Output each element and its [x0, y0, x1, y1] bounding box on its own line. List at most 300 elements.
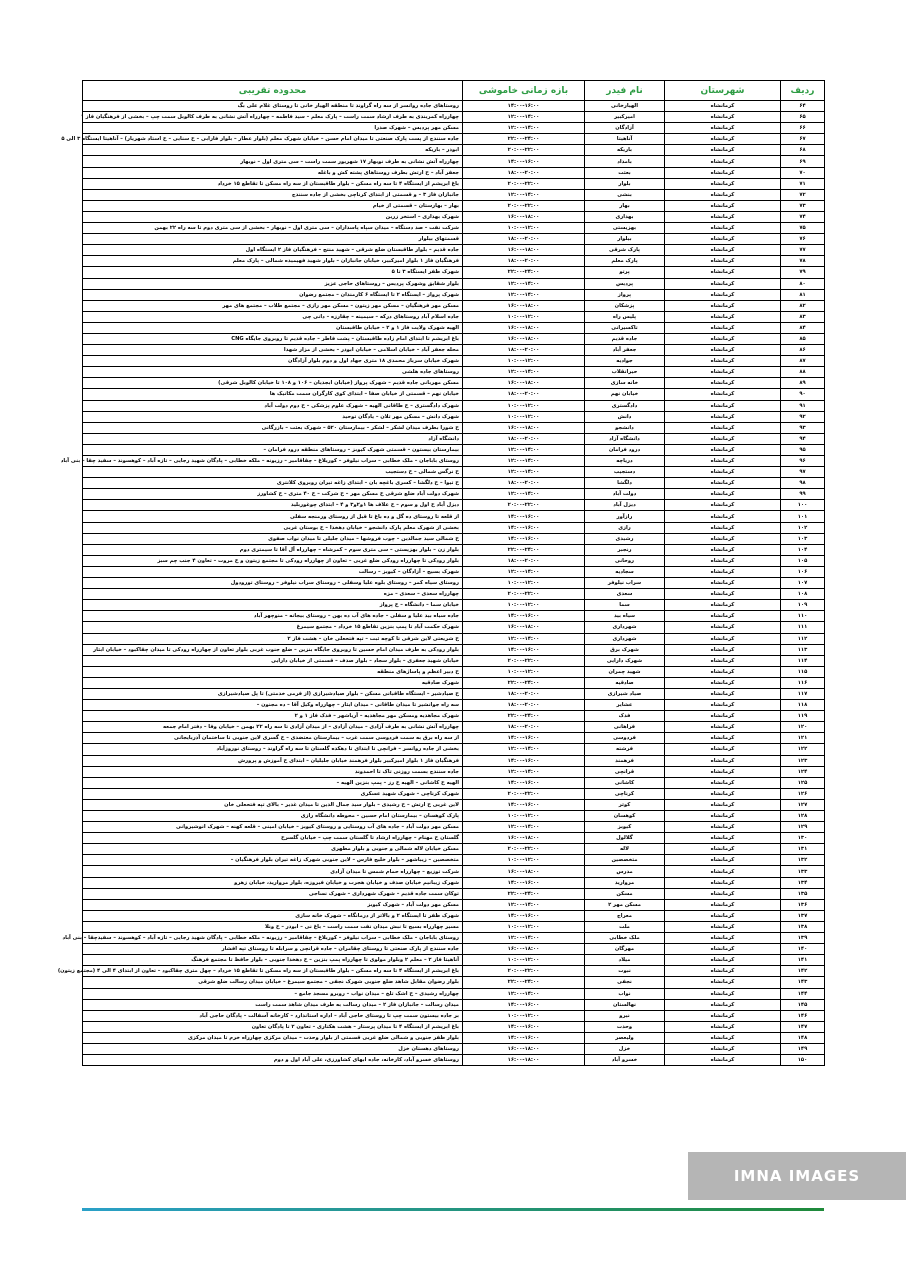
cell-feeder: دولت آباد	[585, 489, 665, 500]
cell-time-range: ۲۲:۰۰-۲۴:۰۰	[463, 677, 585, 688]
cell-area: روستای سیاه کمر – روستای بلوه علیا وسفلی – روستای سراب نیلوفر – روستای تورودول	[83, 578, 463, 589]
cell-area: شهرک صادقیه	[83, 677, 463, 688]
cell-area: بیمارستان بیستون – قسمتی شهرک کیوبز – روستاهای منطقه درود فرامان –	[83, 444, 463, 455]
cell-area: باغ ابریشم از ایستگاه ۴ تا میدان پرستار – هشت هکتاری – تعاون ۲ تا پادگان تعاون	[83, 1021, 463, 1032]
cell-area: توکان سمت جاده قدیم – شهرک شهرداری – شهرک نساجی	[83, 888, 463, 899]
cell-row-number: ۱۳۵	[781, 888, 825, 899]
cell-time-range: ۱۰:۰۰-۱۲:۰۰	[463, 855, 585, 866]
cell-feeder: شهرداری	[585, 633, 665, 644]
cell-area: مسکن مهر پردیس – شهرک صدرا	[83, 123, 463, 134]
table-row	[83, 855, 825, 866]
table-row	[83, 522, 825, 533]
cell-time-range: ۱۴:۰۰-۱۶:۰۰	[463, 877, 585, 888]
cell-row-number: ۱۳۱	[781, 844, 825, 855]
cell-city: کرمانشاه	[665, 289, 781, 300]
cell-row-number: ۹۰	[781, 389, 825, 400]
cell-feeder: خیابان نهم	[585, 389, 665, 400]
cell-feeder: جوادیه	[585, 356, 665, 367]
table-row	[83, 1021, 825, 1032]
cell-feeder: پزشکان	[585, 300, 665, 311]
table-row	[83, 733, 825, 744]
cell-area: چهارراه کمربندی به طرف ارشاد سمت راست – پارک معلم – سید فاطمه – چهارراه آتش نشانی به طرف کالوبل سمت چپ – بخشی از فرهنگیان فاز ۱	[83, 112, 463, 123]
cell-time-range: ۱۸:۰۰-۲۰:۰۰	[463, 700, 585, 711]
cell-time-range: ۱۶:۰۰-۱۸:۰۰	[463, 1055, 585, 1066]
cell-city: کرمانشاه	[665, 101, 781, 112]
cell-city: کرمانشاه	[665, 245, 781, 256]
cell-city: کرمانشاه	[665, 478, 781, 489]
table-row	[83, 644, 825, 655]
cell-feeder: متخصصین	[585, 855, 665, 866]
cell-row-number: ۱۴۷	[781, 1021, 825, 1032]
cell-area: روستای باباجان – ملک خطابی – سراب نیلوفر – کوریلاغ – چقاقامیر – رزیونه – ملکه خطابی – پادگان شهید رجایی – تازه آباد – کوهسوند – سفید چقا – بنی آباد	[83, 456, 463, 467]
cell-feeder: مسکن	[585, 888, 665, 899]
cell-time-range: ۱۶:۰۰-۱۸:۰۰	[463, 245, 585, 256]
cell-city: کرمانشاه	[665, 966, 781, 977]
table-row	[83, 223, 825, 234]
cell-city: کرمانشاه	[665, 1010, 781, 1021]
cell-area: مسکن مهر دولت آباد – شهرک کیوبز	[83, 899, 463, 910]
cell-row-number: ۷۶	[781, 234, 825, 245]
table-row	[83, 988, 825, 999]
cell-area: شرکت توزیع – چهارراه حمام شمس تا میدان آزادی	[83, 866, 463, 877]
cell-feeder: گلالول	[585, 833, 665, 844]
cell-time-range: ۱۲:۰۰-۱۴:۰۰	[463, 988, 585, 999]
table-row	[83, 566, 825, 577]
cell-city: کرمانشاه	[665, 200, 781, 211]
cell-city: کرمانشاه	[665, 611, 781, 622]
cell-row-number: ۹۹	[781, 489, 825, 500]
cell-time-range: ۱۴:۰۰-۱۶:۰۰	[463, 799, 585, 810]
cell-row-number: ۹۸	[781, 478, 825, 489]
table-row	[83, 245, 825, 256]
cell-feeder: پلیس راه	[585, 311, 665, 322]
table-header-row	[83, 81, 825, 101]
cell-area: جاده سنندج از پست پارک صنعتی تا میدان امام حسن – خیابان شهرک معلم (بلوار عطار – بلوار فارابی – خ سنایی – خ استاد شهریار) – آناهیتا ایستگاه ۳ الی ۵	[83, 134, 463, 145]
cell-row-number: ۸۳	[781, 311, 825, 322]
cell-city: کرمانشاه	[665, 511, 781, 522]
table-row	[83, 755, 825, 766]
cell-row-number: ۹۲	[781, 411, 825, 422]
cell-row-number: ۱۳۸	[781, 921, 825, 932]
cell-feeder: رنجبر	[585, 544, 665, 555]
cell-feeder: دانشجو	[585, 422, 665, 433]
cell-time-range: ۱۰:۰۰-۱۲:۰۰	[463, 223, 585, 234]
cell-feeder: مروارید	[585, 877, 665, 888]
cell-time-range: ۱۴:۰۰-۱۶:۰۰	[463, 755, 585, 766]
header-feeder: نام فیدر	[585, 81, 665, 101]
cell-area: بخشی از جاده روانسر – فرانچی تا ابتدای تا دهکده گلستان تا سه راه گراوند – روستای نوروزآباد	[83, 744, 463, 755]
table-row	[83, 933, 825, 944]
table-row	[83, 833, 825, 844]
cell-area: بلوار زن – بلوار بهزیستی – سی متری سوم – کمرشاه – چهارراه آل آقا تا سیمتری دوم	[83, 544, 463, 555]
cell-feeder: عشایر	[585, 700, 665, 711]
cell-row-number: ۱۴۲	[781, 966, 825, 977]
cell-area: پارک کوهسان – بیمارستان امام حسین – محوطه دانشگاه رازی	[83, 811, 463, 822]
cell-feeder: روحانی	[585, 555, 665, 566]
table-row	[83, 112, 825, 123]
cell-row-number: ۸۹	[781, 378, 825, 389]
cell-row-number: ۱۲۵	[781, 777, 825, 788]
cell-row-number: ۱۲۳	[781, 755, 825, 766]
cell-time-range: ۱۸:۰۰-۲۰:۰۰	[463, 722, 585, 733]
cell-feeder: کرناچی	[585, 788, 665, 799]
cell-row-number: ۸۲	[781, 300, 825, 311]
cell-city: کرمانشاه	[665, 433, 781, 444]
cell-feeder: شهرک برق	[585, 644, 665, 655]
cell-time-range: ۱۲:۰۰-۱۴:۰۰	[463, 822, 585, 833]
cell-city: کرمانشاه	[665, 788, 781, 799]
cell-row-number: ۱۴۱	[781, 955, 825, 966]
table-row	[83, 422, 825, 433]
cell-area: بخشی از شهرک معلم پارک دانشجو – خیابان دهخدا – خ بوستان غربی	[83, 522, 463, 533]
cell-row-number: ۱۲۱	[781, 733, 825, 744]
cell-feeder: دریاچه	[585, 456, 665, 467]
cell-time-range: ۲۲:۰۰-۲۴:۰۰	[463, 711, 585, 722]
cell-row-number: ۸۴	[781, 322, 825, 333]
cell-area: سه راه جوانشیر تا میدان طاقانی – میدان ایثار – چهارراه وکیل آقا – ده مجنون –	[83, 700, 463, 711]
cell-feeder: ملت	[585, 921, 665, 932]
cell-row-number: ۶۴	[781, 101, 825, 112]
table-row	[83, 411, 825, 422]
cell-area: خ دبیر اعظم و پاساژهای منطقه	[83, 666, 463, 677]
cell-time-range: ۱۰:۰۰-۱۲:۰۰	[463, 578, 585, 589]
cell-feeder: خانه سازی	[585, 378, 665, 389]
cell-feeder: پرتو	[585, 267, 665, 278]
cell-city: کرمانشاه	[665, 899, 781, 910]
cell-feeder: معراج	[585, 910, 665, 921]
cell-city: کرمانشاه	[665, 522, 781, 533]
cell-time-range: ۱۲:۰۰-۱۴:۰۰	[463, 123, 585, 134]
header-row-number: ردیف	[781, 81, 825, 101]
table-row	[83, 622, 825, 633]
cell-city: کرمانشاه	[665, 977, 781, 988]
table-row	[83, 533, 825, 544]
header-area: محدوده تقریبی	[83, 81, 463, 101]
cell-row-number: ۹۷	[781, 467, 825, 478]
cell-row-number: ۸۷	[781, 356, 825, 367]
cell-area: خ صیادشیر – ایستگاه طاقبانی مسکن – بلوار صیادشیرازی (از فرمی خدمتی) تا پل صیادشیرازی	[83, 688, 463, 699]
cell-city: کرمانشاه	[665, 378, 781, 389]
cell-city: کرمانشاه	[665, 711, 781, 722]
cell-time-range: ۱۴:۰۰-۱۶:۰۰	[463, 156, 585, 167]
table-row	[83, 910, 825, 921]
table-row	[83, 211, 825, 222]
cell-feeder: خسرو آباد	[585, 1055, 665, 1066]
table-row	[83, 333, 825, 344]
cell-row-number: ۷۱	[781, 178, 825, 189]
cell-city: کرمانشاه	[665, 345, 781, 356]
table-row	[83, 611, 825, 622]
cell-row-number: ۷۹	[781, 267, 825, 278]
cell-city: کرمانشاه	[665, 544, 781, 555]
cell-time-range: ۱۶:۰۰-۱۸:۰۰	[463, 833, 585, 844]
cell-area: الهیه شهرک ولایت فاز ۱ و ۲ – خیابان طاقبستان	[83, 322, 463, 333]
cell-area: لاین غربی خ ارتش – خ رشیدی – بلوار سید جمال الدین تا میدان غدیر – بالای تپه فتحعلی خان	[83, 799, 463, 810]
cell-feeder: شهرداری	[585, 622, 665, 633]
cell-city: کرمانشاه	[665, 134, 781, 145]
cell-row-number: ۱۳۲	[781, 855, 825, 866]
cell-time-range: ۱۴:۰۰-۱۶:۰۰	[463, 1021, 585, 1032]
table-row	[83, 822, 825, 833]
cell-row-number: ۱۱۷	[781, 688, 825, 699]
cell-row-number: ۱۳۰	[781, 833, 825, 844]
cell-time-range: ۱۴:۰۰-۱۶:۰۰	[463, 644, 585, 655]
cell-city: کرمانشاه	[665, 999, 781, 1010]
cell-time-range: ۲۲:۰۰-۲۴:۰۰	[463, 888, 585, 899]
cell-time-range: ۱۶:۰۰-۱۸:۰۰	[463, 944, 585, 955]
cell-area: خ نرگس شمالی – خ دستجیب	[83, 467, 463, 478]
cell-feeder: فدک	[585, 711, 665, 722]
cell-time-range: ۲۰:۰۰-۲۲:۰۰	[463, 589, 585, 600]
cell-time-range: ۱۲:۰۰-۱۴:۰۰	[463, 467, 585, 478]
table-row	[83, 899, 825, 910]
cell-area: خیابان سما – دانشگاه – خ پرواز	[83, 600, 463, 611]
cell-time-range: ۱۸:۰۰-۲۰:۰۰	[463, 234, 585, 245]
cell-feeder: پارک شرقی	[585, 245, 665, 256]
cell-city: کرمانشاه	[665, 145, 781, 156]
cell-city: کرمانشاه	[665, 933, 781, 944]
cell-time-range: ۱۰:۰۰-۱۲:۰۰	[463, 666, 585, 677]
outage-sheet	[57, 80, 824, 1066]
cell-time-range: ۱۸:۰۰-۲۰:۰۰	[463, 555, 585, 566]
cell-area: از سه راه برق به سمت فردوسی سمت غرب – بیمارستان معتضدی – خ گسری لاین جنوبی تا ساختمان آذربایجانی	[83, 733, 463, 744]
cell-row-number: ۷۰	[781, 167, 825, 178]
table-row	[83, 311, 825, 322]
cell-time-range: ۲۰:۰۰-۲۲:۰۰	[463, 655, 585, 666]
cell-time-range: ۱۶:۰۰-۱۸:۰۰	[463, 211, 585, 222]
cell-city: کرمانشاه	[665, 566, 781, 577]
cell-time-range: ۱۰:۰۰-۱۲:۰۰	[463, 311, 585, 322]
cell-city: کرمانشاه	[665, 467, 781, 478]
cell-city: کرمانشاه	[665, 833, 781, 844]
watermark-logo	[688, 1152, 906, 1200]
cell-city: کرمانشاه	[665, 755, 781, 766]
cell-city: کرمانشاه	[665, 799, 781, 810]
cell-row-number: ۹۳	[781, 422, 825, 433]
cell-row-number: ۱۱۹	[781, 711, 825, 722]
cell-row-number: ۷۷	[781, 245, 825, 256]
cell-row-number: ۷۲	[781, 189, 825, 200]
cell-row-number: ۱۰۶	[781, 566, 825, 577]
table-row	[83, 921, 825, 932]
table-row	[83, 267, 825, 278]
cell-row-number: ۱۳۹	[781, 933, 825, 944]
cell-area: گلستان خ مهنام – چهارراه ارشاد تا گلستان سمت چپ – خیابان گلسرخ	[83, 833, 463, 844]
cell-time-range: ۱۶:۰۰-۱۸:۰۰	[463, 322, 585, 333]
cell-city: کرمانشاه	[665, 777, 781, 788]
table-row	[83, 467, 825, 478]
cell-time-range: ۱۰:۰۰-۱۲:۰۰	[463, 400, 585, 411]
cell-time-range: ۱۸:۰۰-۲۰:۰۰	[463, 478, 585, 489]
cell-city: کرمانشاه	[665, 744, 781, 755]
cell-time-range: ۱۴:۰۰-۱۶:۰۰	[463, 910, 585, 921]
cell-row-number: ۱۴۳	[781, 977, 825, 988]
cell-area: خیابان نهم – قسمتی از خیابان صفا – ابتدای کوی کارگران سمت مکانیک ها	[83, 389, 463, 400]
cell-time-range: ۱۶:۰۰-۱۸:۰۰	[463, 866, 585, 877]
cell-time-range: ۱۶:۰۰-۱۸:۰۰	[463, 300, 585, 311]
table-row	[83, 234, 825, 245]
cell-area: بلوار شقایق وشهرک پردیس – روستاهای حاجی عزیز	[83, 278, 463, 289]
cell-city: کرمانشاه	[665, 322, 781, 333]
cell-feeder: رازآور	[585, 511, 665, 522]
cell-row-number: ۸۶	[781, 345, 825, 356]
cell-area: جانبازان فاز ۳ – و قسمتی از ابتدای کرناچی بخشی از جاده سنندج	[83, 189, 463, 200]
cell-time-range: ۲۲:۰۰-۲۴:۰۰	[463, 544, 585, 555]
cell-row-number: ۶۷	[781, 134, 825, 145]
cell-feeder: بهداری	[585, 211, 665, 222]
cell-area: آناهیتا فاز ۲ – معلم ۲ وبلوار مولوی تا چهارراه پمپ بنزین – خ دهخدا جنوبی – بلوار حافظ تا مجتمع فرهنگ	[83, 955, 463, 966]
cell-feeder: دلگشا	[585, 478, 665, 489]
cell-area: باغ ابریشم از ایستگاه ۴ تا سه راه مسکن – بلوار طاقبستان از سه راه مسکن تا تقاطع ۱۵ خرداد	[83, 178, 463, 189]
cell-city: کرمانشاه	[665, 644, 781, 655]
cell-feeder: مدرس	[585, 866, 665, 877]
cell-city: کرمانشاه	[665, 888, 781, 899]
cell-row-number: ۱۱۳	[781, 644, 825, 655]
cell-area: بلوار رودکی تا چهارراه رودکی ضلع غربی – تعاون از چهارراه رودکی تا مجتمع زیتون و خ مروت – تعاون ۴ جنب چم سبز	[83, 555, 463, 566]
cell-row-number: ۸۸	[781, 367, 825, 378]
table-row	[83, 866, 825, 877]
cell-area: شهرک دانش – مسکن مهر تلان – یادگان توحید	[83, 411, 463, 422]
cell-feeder: کیوبز	[585, 822, 665, 833]
cell-feeder: نیرو	[585, 1010, 665, 1021]
cell-feeder: کاشانی	[585, 777, 665, 788]
cell-city: کرمانشاه	[665, 822, 781, 833]
cell-city: کرمانشاه	[665, 1021, 781, 1032]
cell-city: کرمانشاه	[665, 622, 781, 633]
table-body	[57, 101, 825, 1066]
cell-city: کرمانشاه	[665, 156, 781, 167]
cell-feeder: بهار	[585, 200, 665, 211]
cell-row-number: ۱۴۹	[781, 1043, 825, 1054]
cell-feeder: پرواز	[585, 289, 665, 300]
cell-time-range: ۱۴:۰۰-۱۶:۰۰	[463, 511, 585, 522]
cell-area: بلوار رودکی به طرف میدان امام حسین تا روبروی جایگاه بنزین – ضلع جنوب غربی بلوار تعاون از چهارراه رودکی تا میدان چقاکبود – خیابان ابثار	[83, 644, 463, 655]
table-row	[83, 589, 825, 600]
cell-row-number: ۱۲۴	[781, 766, 825, 777]
table-row	[83, 555, 825, 566]
cell-feeder: جاده قدیم	[585, 333, 665, 344]
cell-time-range: ۱۴:۰۰-۱۶:۰۰	[463, 533, 585, 544]
cell-city: کرمانشاه	[665, 489, 781, 500]
cell-area: خ شورا بطرف میدان لشکر – لشکر – بیمارستان ۵۲۰ – شهرک بعثت – بازرگانی	[83, 422, 463, 433]
cell-row-number: ۱۱۱	[781, 622, 825, 633]
table-row	[83, 877, 825, 888]
cell-area: جاده سنندج از پارک صنعتی تا روستای چقامران – جاده قرانچی و سرابله تا روستای تپه افشار	[83, 944, 463, 955]
cell-row-number: ۸۵	[781, 333, 825, 344]
cell-time-range: ۱۰:۰۰-۱۲:۰۰	[463, 600, 585, 611]
cell-time-range: ۱۰:۰۰-۱۲:۰۰	[463, 955, 585, 966]
cell-time-range: ۲۰:۰۰-۲۲:۰۰	[463, 178, 585, 189]
cell-time-range: ۱۰:۰۰-۱۲:۰۰	[463, 1010, 585, 1021]
cell-row-number: ۱۰۳	[781, 533, 825, 544]
cell-time-range: ۱۲:۰۰-۱۴:۰۰	[463, 444, 585, 455]
cell-row-number: ۱۳۷	[781, 910, 825, 921]
cell-city: کرمانشاه	[665, 267, 781, 278]
table-row	[83, 123, 825, 134]
cell-feeder: صیاد شیرازی	[585, 688, 665, 699]
table-row	[83, 345, 825, 356]
cell-time-range: ۲۲:۰۰-۲۴:۰۰	[463, 977, 585, 988]
table-row	[83, 888, 825, 899]
cell-feeder: قرانچی	[585, 766, 665, 777]
cell-time-range: ۱۸:۰۰-۲۰:۰۰	[463, 389, 585, 400]
cell-row-number: ۱۰۱	[781, 511, 825, 522]
cell-area: شهرک دادگستری – خ طاقانی الهیه – شهرک علوم پزشکی – خ دوم دولت آباد	[83, 400, 463, 411]
cell-city: کرمانشاه	[665, 456, 781, 467]
cell-feeder: نبوت	[585, 966, 665, 977]
cell-area: جعفر آباد – خ ارتش بطرف روستاهای پشته کش و باغله	[83, 167, 463, 178]
cell-area: باغ ابریشم تا ابتدای امام زاده طاقبستان – پشت فاطر – جاده قدیم تا روبروی جایگاه CNG	[83, 333, 463, 344]
cell-area: جاده سنندج بسمت روزنی تاک تا احمدوند	[83, 766, 463, 777]
cell-row-number: ۹۵	[781, 444, 825, 455]
table-row	[83, 766, 825, 777]
cell-row-number: ۷۴	[781, 211, 825, 222]
cell-city: کرمانشاه	[665, 955, 781, 966]
cell-city: کرمانشاه	[665, 311, 781, 322]
table-row	[83, 400, 825, 411]
cell-row-number: ۱۳۶	[781, 899, 825, 910]
table-row	[83, 677, 825, 688]
cell-city: کرمانشاه	[665, 1055, 781, 1066]
cell-feeder: ولیعصر	[585, 1032, 665, 1043]
cell-row-number: ۸۱	[781, 289, 825, 300]
cell-row-number: ۱۴۵	[781, 999, 825, 1010]
cell-feeder: کوثر	[585, 799, 665, 810]
table-row	[83, 966, 825, 977]
table-row	[83, 511, 825, 522]
cell-row-number: ۱۴۸	[781, 1032, 825, 1043]
cell-city: کرمانشاه	[665, 167, 781, 178]
cell-area: شهرک پرواز – ایستگاه ۲ تا ایستگاه ۶ کارمندان – مجتمع رضوان	[83, 289, 463, 300]
cell-row-number: ۱۲۲	[781, 744, 825, 755]
cell-row-number: ۷۵	[781, 223, 825, 234]
cell-time-range: ۱۲:۰۰-۱۴:۰۰	[463, 633, 585, 644]
cell-feeder: درود فرامان	[585, 444, 665, 455]
table-row	[83, 145, 825, 156]
cell-area: بهار – بهارستان – قسمتی از خیام	[83, 200, 463, 211]
cell-city: کرمانشاه	[665, 700, 781, 711]
cell-city: کرمانشاه	[665, 866, 781, 877]
cell-row-number: ۱۱۴	[781, 655, 825, 666]
cell-city: کرمانشاه	[665, 766, 781, 777]
cell-area: خیابان شهید جعفری – بلوار سجاد – بلوار صدف – قسمتی از خیابان دارایی	[83, 655, 463, 666]
cell-row-number: ۱۵۰	[781, 1055, 825, 1066]
cell-city: کرمانشاه	[665, 1043, 781, 1054]
cell-city: کرمانشاه	[665, 855, 781, 866]
cell-area: بر جاده بیستون سمت چپ تا روستای حاجی آباد – اداره استاندارد – کارخانه آسفالت – پادگان حاجی آباد	[83, 1010, 463, 1021]
cell-row-number: ۱۰۹	[781, 600, 825, 611]
table-row	[83, 256, 825, 267]
cell-area: مسکن خیابان لاله شمالی و جنوبی و بلوار مطهری	[83, 844, 463, 855]
cell-city: کرمانشاه	[665, 600, 781, 611]
cell-time-range: ۱۶:۰۰-۱۸:۰۰	[463, 1043, 585, 1054]
table-row	[83, 844, 825, 855]
cell-city: کرمانشاه	[665, 555, 781, 566]
cell-row-number: ۹۴	[781, 433, 825, 444]
cell-city: کرمانشاه	[665, 223, 781, 234]
cell-city: کرمانشاه	[665, 921, 781, 932]
cell-area: الهیه خ کاشانی – الهیه خ رز – پمپ بنزین الهیه –	[83, 777, 463, 788]
cell-city: کرمانشاه	[665, 500, 781, 511]
cell-area: شهرک کرناچی – شهرک شهید عسکری	[83, 788, 463, 799]
cell-city: کرمانشاه	[665, 123, 781, 134]
header-time-range: بازه زمانی خاموشی	[463, 81, 585, 101]
table-row	[83, 788, 825, 799]
cell-city: کرمانشاه	[665, 633, 781, 644]
table-row	[83, 944, 825, 955]
cell-city: کرمانشاه	[665, 189, 781, 200]
cell-city: کرمانشاه	[665, 655, 781, 666]
